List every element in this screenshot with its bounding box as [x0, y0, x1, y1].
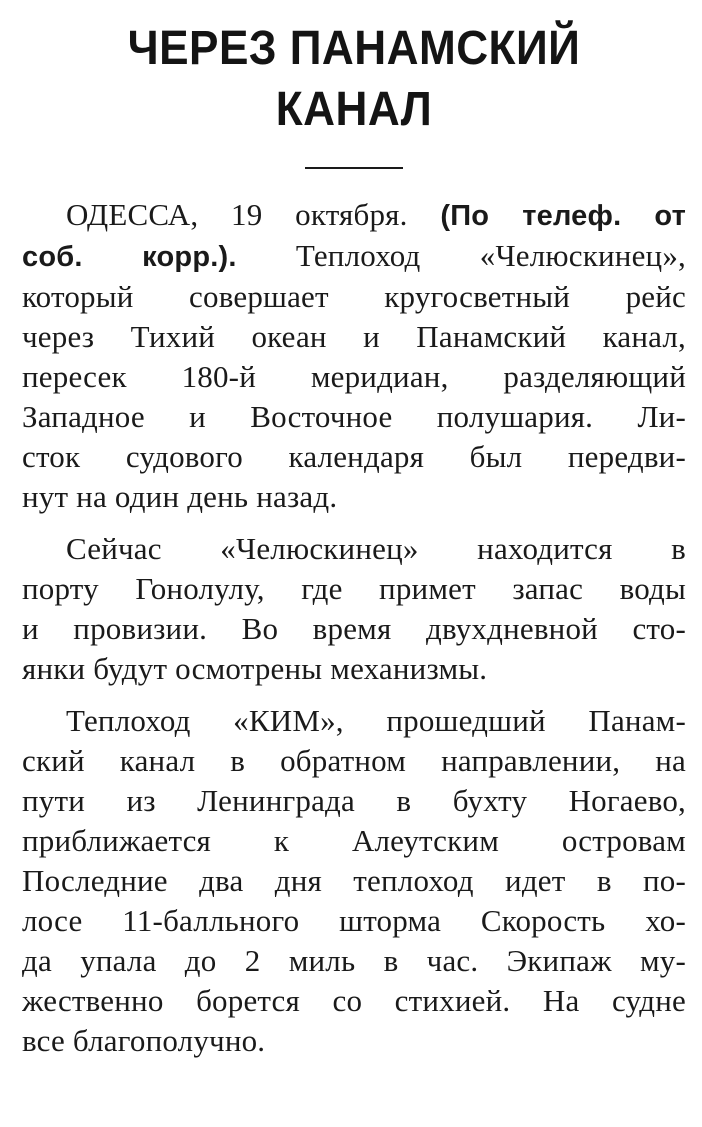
paragraph-1-line-2-text: Теплоход «Челюскинец»,: [295, 238, 686, 273]
headline-line-2: КАНАЛ: [275, 83, 433, 136]
paragraph-1-line-8: нут на один день назад.: [22, 479, 338, 514]
paragraph-3-line-7: да упала до 2 миль в час. Экипаж му-: [22, 943, 686, 978]
paragraph-1-line-4: через Тихий океан и Панамский канал,: [22, 319, 686, 354]
paragraph-2-line-1: Сейчас «Челюскинец» находится в: [66, 531, 686, 566]
paragraph-2-line-4: янки будут осмотрены механизмы.: [22, 651, 488, 686]
source-note-part-1: (По телеф. от: [440, 200, 686, 232]
paragraph-1-line-6: Западное и Восточное полушария. Ли-: [22, 399, 686, 434]
paragraph-3: [22, 701, 686, 1061]
paragraph-1-line-2: [22, 236, 686, 277]
paragraph-1-line-5: пересек 180-й меридиан, разделяющий: [22, 359, 686, 394]
headline-line-1: ЧЕРЕЗ ПАНАМСКИЙ: [127, 22, 581, 75]
news-article: [22, 18, 686, 1061]
headline: [49, 18, 660, 140]
dateline: ОДЕССА, 19 октября.: [66, 197, 408, 232]
headline-divider: [305, 167, 403, 169]
paragraph-3-line-2: ский канал в обратном направлении, на: [22, 743, 686, 778]
paragraph-3-line-5: Последние два дня теплоход идет в по-: [22, 863, 686, 898]
paragraph-2-line-2: порту Гонолулу, где примет запас воды: [22, 571, 686, 606]
paragraph-1: [22, 195, 686, 517]
paragraph-1-line-1: [22, 195, 686, 236]
paragraph-1-line-7: сток судового календаря был передви-: [22, 439, 686, 474]
paragraph-3-line-8: жественно борется со стихией. На судне: [22, 983, 686, 1018]
paragraph-1-line-3: который совершает кругосветный рейс: [22, 279, 686, 314]
paragraph-3-line-4: приближается к Алеутским островам: [22, 823, 686, 858]
paragraph-2-line-3: и провизии. Во время двухдневной сто-: [22, 611, 686, 646]
paragraph-3-line-9: все благополучно.: [22, 1023, 266, 1058]
paragraph-2: [22, 529, 686, 689]
paragraph-3-line-3: пути из Ленинграда в бухту Ногаево,: [22, 783, 686, 818]
paragraph-3-line-6: лосе 11-балльного шторма Скорость хо-: [22, 903, 686, 938]
paragraph-3-line-1: Теплоход «КИМ», прошедший Панам-: [66, 703, 686, 738]
source-note-part-2: соб. корр.).: [22, 241, 237, 273]
